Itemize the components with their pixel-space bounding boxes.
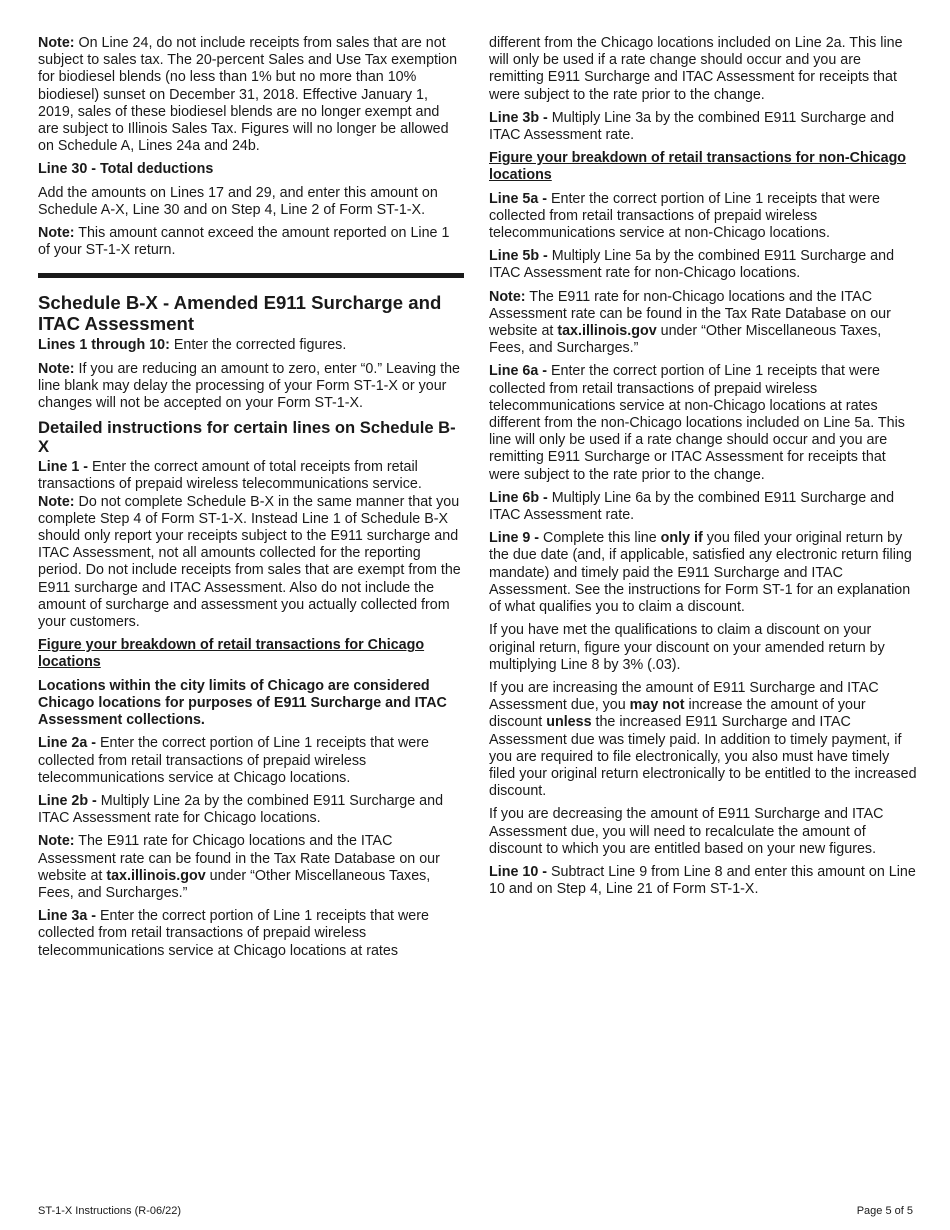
- line-30-note: Note: This amount cannot exceed the amount reported on Line 1 of your ST-1-X return.: [38, 225, 450, 259]
- line-3b-instruction: Line 3b - Multiply Line 3a by the combined E911 Surcharge and ITAC Assessment rate.: [489, 109, 895, 144]
- decrease-paragraph: If you are decreasing the amount of E911 Surcharge and ITAC Assessment due, you will need to recalculate the amount of discount to which you are entitled based on your new figures.: [489, 806, 884, 857]
- line-3a-continued: different from the Chicago locations included on Line 2a. This line will only be used if a rate change should occur and you are remitting E911 Surcharge and ITAC Assessment for receipts that were subject to the rate prior to the change.: [489, 35, 903, 103]
- line-1-instruction: Line 1 - Enter the correct amount of total receipts from retail transactions of prepaid wireless telecommunications service.: [38, 459, 422, 493]
- website-link[interactable]: tax.illinois.gov: [557, 323, 657, 340]
- line-2a-instruction: Line 2a - Enter the correct portion of Line 1 receipts that were collected from retail transactions of prepaid wireless telecommunications service at Chicago locations.: [38, 735, 429, 786]
- note-line-24: Note: On Line 24, do not include receipts from sales that are not subject to sales tax. The 20-percent Sales and Use Tax exemption for biodiesel blends (no less than 1% but no more than 10% biodiesel) sunset on December 31, 2018. Effective January 1, 2019, sales of these biodiesel blends are no longer exempt and are subject to Illinois Sales Tax. Figures will no longer be allowed on Schedule A, Lines 24a and 24b.: [38, 35, 458, 155]
- chicago-rate-note: Note: The E911 rate for Chicago locations and the ITAC Assessment rate can be found in the Tax Rate Database on our website at tax.illinois.gov under “Other Miscellaneous Taxes, Fees, and Surcharges.”: [38, 833, 440, 901]
- line-1-note: Note: Do not complete Schedule B-X in the same manner that you complete Step 4 of Form ST-1-X. Instead Line 1 of Schedule B-X should only report your receipts subject to the E911 surcharge and ITAC Assessment, not all amounts collected for the reporting period. Do not include receipts from sales that are exempt from the E911 surcharge and ITAC Assessment. Also do not include the amount of surcharge and assessment you actually collected from your customers.: [38, 493, 461, 631]
- right-column: [489, 35, 917, 904]
- line-5a-instruction: Line 5a - Enter the correct portion of Line 1 receipts that were collected from retail transactions of prepaid wireless telecommunications service at non-Chicago locations.: [489, 190, 880, 242]
- line-6a-instruction: Line 6a - Enter the correct portion of Line 1 receipts that were collected from retail transactions of prepaid wireless telecommunications service at non-Chicago locations at rates different from the non-Chicago locations included on Line 5a. This line will only be used if a rate change should occur and you are remitting E911 Surcharge or ITAC Assessment for receipts that were subject to the rate prior to the change.: [489, 363, 905, 483]
- footer-form-id: ST-1-X Instructions (R-06/22): [38, 1205, 182, 1217]
- line-5b-instruction: Line 5b - Multiply Line 5a by the combined E911 Surcharge and ITAC Assessment rate for non-Chicago locations.: [489, 248, 895, 282]
- section-divider: [38, 273, 464, 278]
- line-6b-instruction: Line 6b - Multiply Line 6a by the combined E911 Surcharge and ITAC Assessment rate.: [489, 489, 895, 524]
- increase-paragraph: If you are increasing the amount of E911 Surcharge and ITAC Assessment due, you may not increase the amount of your discount unless the increased E911 Surcharge and ITAC Assessment due was timely paid. In addition to timely payment, if you are required to file electronically, you also must have timely filed your original return electronically to be entitled to the increased discount.: [489, 679, 917, 800]
- schedule-bx-title: Schedule B-X - Amended E911 Surcharge and ITAC Assessment: [38, 292, 442, 335]
- non-chicago-rate-note: Note: The E911 rate for non-Chicago locations and the ITAC Assessment rate can be found in the Tax Rate Database on our website at tax.illinois.gov under “Other Miscellaneous Taxes, Fees, and Surcharges.”: [489, 288, 891, 357]
- chicago-breakdown-heading: Figure your breakdown of retail transactions for Chicago locations: [38, 637, 425, 671]
- line-10-instruction: Line 10 - Subtract Line 9 from Line 8 and enter this amount on Line 10 and on Step 4, Line 21 of Form ST-1-X.: [489, 863, 916, 898]
- line-2b-instruction: Line 2b - Multiply Line 2a by the combined E911 Surcharge and ITAC Assessment rate for Chicago locations.: [38, 792, 444, 827]
- non-chicago-breakdown-heading: Figure your breakdown of retail transactions for non-Chicago locations: [489, 150, 907, 184]
- line-30-heading: Line 30 - Total deductions: [38, 161, 214, 178]
- line-3a-instruction: Line 3a - Enter the correct portion of Line 1 receipts that were collected from retail transactions of prepaid wireless telecommunications service at Chicago locations at rates: [38, 908, 429, 959]
- discount-paragraph: If you have met the qualifications to claim a discount on your original return, figure your discount on your amended return by multiplying Line 8 by 3% (.03).: [489, 622, 885, 673]
- detailed-instructions-heading: Detailed instructions for certain lines on Schedule B-X: [38, 418, 456, 457]
- website-link[interactable]: tax.illinois.gov: [106, 867, 206, 884]
- left-column: [38, 35, 464, 966]
- schedule-bx-note: Note: If you are reducing an amount to zero, enter “0.” Leaving the line blank may delay the processing of your Form ST-1-X or your changes will not be accepted on your Form ST-1-X.: [38, 360, 460, 412]
- lines-1-through-10: Lines 1 through 10: Enter the corrected figures.: [38, 337, 347, 354]
- chicago-locations-definition: Locations within the city limits of Chicago are considered Chicago locations for purposes of E911 Surcharge and ITAC Assessment collections.: [38, 677, 447, 729]
- line-9-instruction: Line 9 - Complete this line only if you filed your original return by the due date (and, if applicable, satisfied any electronic return filing mandate) and timely paid the E911 Surcharge and ITAC Assessment. See the instructions for Form ST-1 for an explanation of what qualifies you to claim a discount.: [489, 530, 912, 616]
- footer-page-number: Page 5 of 5: [856, 1205, 913, 1217]
- line-30-text: Add the amounts on Lines 17 and 29, and enter this amount on Schedule A-X, Line 30 and on Step 4, Line 2 of Form ST-1-X.: [38, 184, 438, 218]
